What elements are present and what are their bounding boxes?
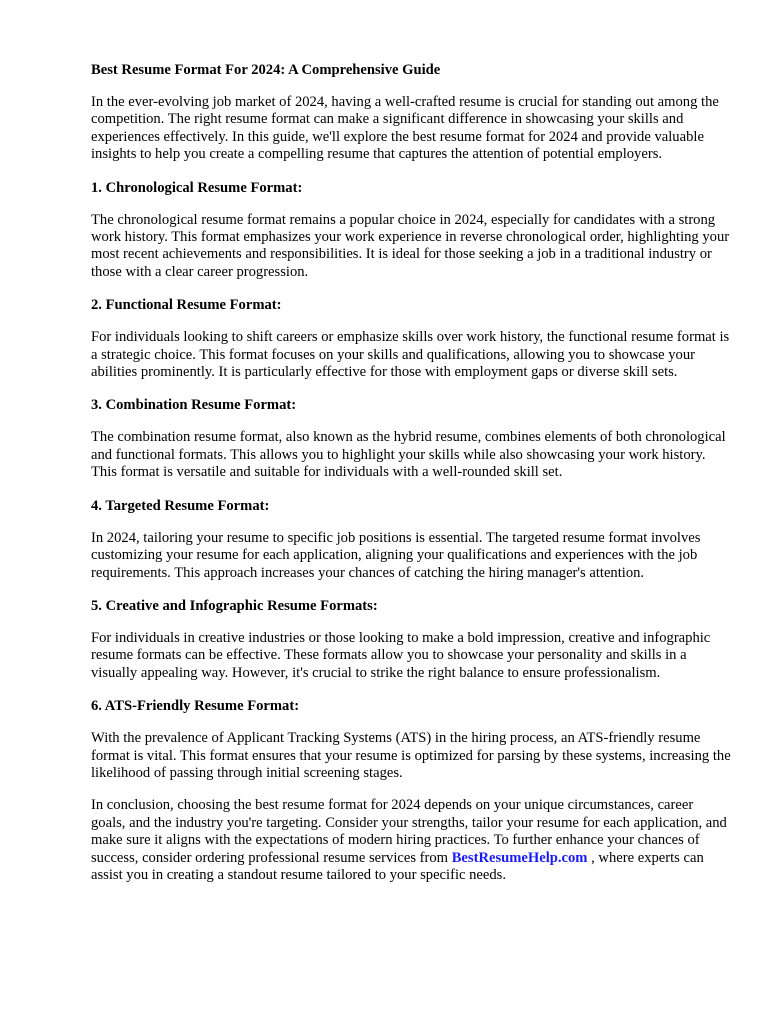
section-body-combination: The combination resume format, also known as the hybrid resume, combines elements of both chronological and functional formats. This allows you to highlight your skills while also showcasing your work history. This format is versatile and suitable for individuals with a well-rounded skill set. — [91, 429, 726, 481]
section-body-creative: For individuals in creative industries or those looking to make a bold impression, creative and infographic resume formats can be effective. These formats allow you to showcase your personality and skills in a visually appealing way. However, it's crucial to strike the right balance to ensure professionalism. — [91, 629, 711, 681]
section-body-chronological: The chronological resume format remains a popular choice in 2024, especially for candidates with a strong work history. This format emphasizes your work experience in reverse chronological order, highlighting your most recent achievements and responsibilities. It is ideal for those seeking a job in a traditional industry or those with a clear career progression. — [91, 211, 730, 280]
section-heading-targeted: 4. Targeted Resume Format: — [91, 497, 270, 514]
section-body-ats: With the prevalence of Applicant Tracking Systems (ATS) in the hiring process, an ATS-friendly resume format is vital. This format ensures that your resume is optimized for parsing by these systems, increasing the likelihood of passing through initial screening stages. — [91, 730, 731, 781]
bestresumehelp-link[interactable]: BestResumeHelp.com — [451, 849, 588, 866]
conclusion-text-after-link: , where experts can assist you in creating a standout resume tailored to your specific needs. — [91, 849, 704, 883]
section-body-targeted: In 2024, tailoring your resume to specific job positions is essential. The targeted resume format involves customizing your resume for each application, aligning your qualifications and experiences with the job requirements. This approach increases your chances of catching the hiring manager's attention. — [91, 529, 701, 581]
document-title: Best Resume Format For 2024: A Comprehensive Guide — [91, 62, 441, 78]
conclusion-paragraph — [91, 797, 731, 884]
section-heading-creative: 5. Creative and Infographic Resume Formats: — [91, 597, 378, 614]
section-heading-combination: 3. Combination Resume Format: — [91, 397, 297, 414]
section-heading-ats: 6. ATS-Friendly Resume Format: — [91, 698, 300, 715]
conclusion-text-before-link: In conclusion, choosing the best resume format for 2024 depends on your unique circumstances, career goals, and the industry you're targeting. Consider your strengths, tailor your resume for each application, and make sure it aligns with the expectations of modern hiring practices. To further enhance your chances of success, consider ordering professional resume services from — [91, 797, 727, 866]
section-body-functional: For individuals looking to shift careers or emphasize skills over work history, the functional resume format is a strategic choice. This format focuses on your skills and qualifications, allowing you to showcase your abilities prominently. It is particularly effective for those with employment gaps or diverse skill sets. — [91, 329, 730, 381]
document-page — [91, 61, 731, 899]
intro-paragraph: In the ever-evolving job market of 2024, having a well-crafted resume is crucial for standing out among the competition. The right resume format can make a significant difference in showcasing your skills and experiences effectively. In this guide, we'll explore the best resume format for 2024 and provide valuable insights to help you create a compelling resume that captures the attention of potential employers. — [91, 94, 719, 163]
section-heading-chronological: 1. Chronological Resume Format: — [91, 179, 303, 196]
section-heading-functional: 2. Functional Resume Format: — [91, 297, 282, 314]
